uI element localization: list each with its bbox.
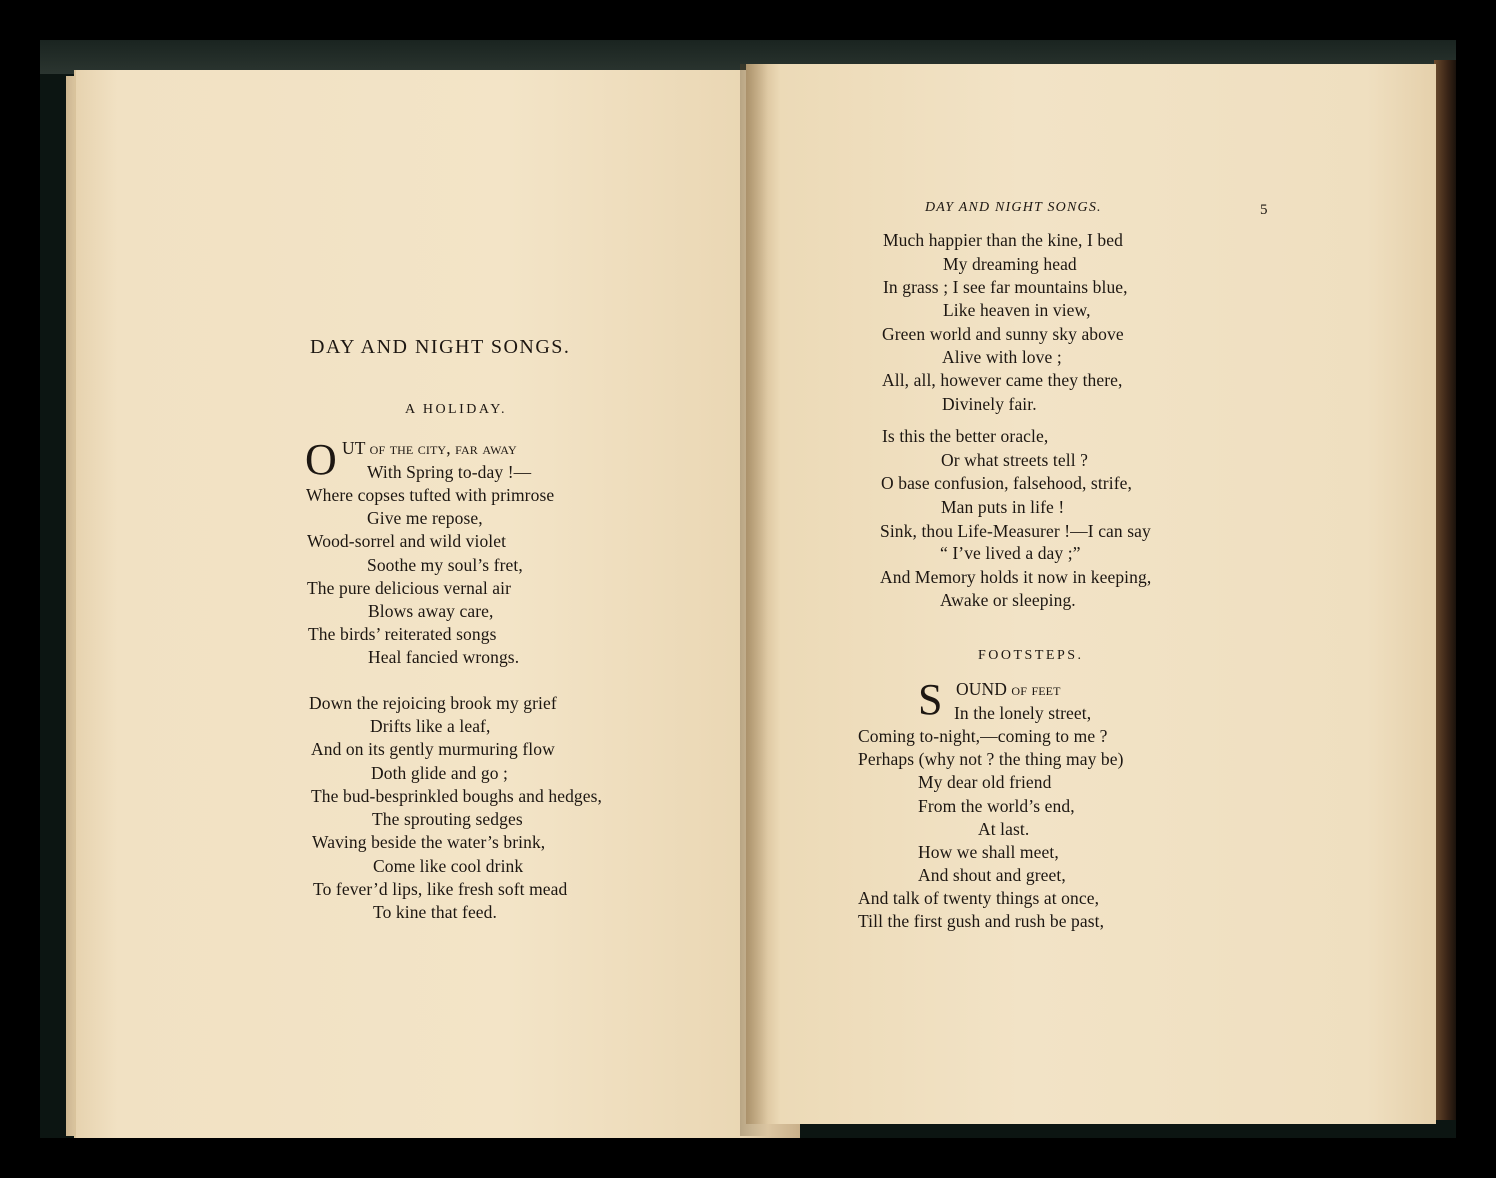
poem-line: Soothe my soul’s fret, [367, 555, 523, 575]
dropcap-o: O [305, 435, 337, 484]
poem-line: The birds’ reiterated songs [308, 624, 497, 644]
poem-line: In grass ; I see far mountains blue, [883, 277, 1128, 297]
poem-line: And on its gently murmuring flow [311, 739, 555, 759]
poem-line: Alive with love ; [942, 347, 1062, 367]
poem-line: Where copses tufted with primrose [306, 485, 555, 505]
open-book [40, 40, 1456, 1138]
poem-line: Down the rejoicing brook my grief [309, 693, 557, 713]
poem-line: Is this the better oracle, [882, 426, 1049, 446]
poem-line: Doth glide and go ; [371, 763, 509, 783]
poem-line: Heal fancied wrongs. [368, 647, 520, 667]
dropcap-s: S [918, 675, 943, 724]
poem-line: Coming to-night,—coming to me ? [858, 726, 1108, 746]
poem-line: From the world’s end, [918, 796, 1075, 816]
poem-title-footsteps: FOOTSTEPS. [978, 648, 1084, 663]
poem-line: Sink, thou Life-Measurer !—I can say [880, 521, 1151, 541]
poem-line: And talk of twenty things at once, [858, 888, 1100, 908]
poem-line: Come like cool drink [373, 856, 524, 876]
poem-line: At last. [978, 819, 1030, 839]
poem-line: Awake or sleeping. [940, 590, 1076, 610]
poem-line: All, all, however came they there, [882, 370, 1123, 390]
book-spine-edge [1434, 60, 1456, 1120]
poem-line: Much happier than the kine, I bed [883, 230, 1123, 250]
poem-title-holiday: A HOLIDAY. [405, 402, 508, 417]
gutter-shadow [740, 64, 768, 1136]
poem-line: Perhaps (why not ? the thing may be) [858, 749, 1124, 769]
section-title: DAY AND NIGHT SONGS. [310, 336, 571, 358]
poem-line: Man puts in life ! [941, 497, 1065, 517]
running-head: DAY AND NIGHT SONGS. [925, 200, 1102, 215]
poem-line: OUND of feet [956, 679, 1061, 699]
poem-line: The sprouting sedges [372, 809, 523, 829]
poem-line: Blows away care, [368, 601, 494, 621]
poem-line: UT of the city, far away [342, 438, 517, 458]
poem-line: Or what streets tell ? [941, 450, 1089, 470]
right-page [746, 64, 1436, 1124]
poem-line: Divinely fair. [942, 394, 1037, 414]
poem-line: Wood-sorrel and wild violet [307, 531, 507, 551]
poem-line: To kine that feed. [373, 902, 498, 922]
poem-line: And Memory holds it now in keeping, [880, 567, 1152, 587]
poem-line: My dreaming head [943, 254, 1077, 274]
poem-line: Green world and sunny sky above [882, 324, 1124, 344]
poem-line: In the lonely street, [954, 703, 1092, 723]
poem-line: To fever’d lips, like fresh soft mead [313, 879, 568, 899]
poem-line: Waving beside the water’s brink, [312, 832, 546, 852]
poem-line: The pure delicious vernal air [307, 578, 512, 598]
poem-line: And shout and greet, [918, 865, 1066, 885]
poem-line: Drifts like a leaf, [370, 716, 491, 736]
poem-line: Give me repose, [367, 508, 483, 528]
poem-line: O base confusion, falsehood, strife, [881, 473, 1132, 493]
poem-line: With Spring to-day !— [367, 462, 532, 482]
page-number: 5 [1260, 202, 1268, 218]
poem-line: How we shall meet, [918, 842, 1059, 862]
poem-line: The bud-besprinkled boughs and hedges, [311, 786, 603, 806]
poem-line: Till the first gush and rush be past, [858, 911, 1105, 931]
poem-line: “ I’ve lived a day ;” [940, 543, 1081, 563]
poem-line: Like heaven in view, [943, 300, 1091, 320]
poem-line: My dear old friend [918, 772, 1052, 792]
